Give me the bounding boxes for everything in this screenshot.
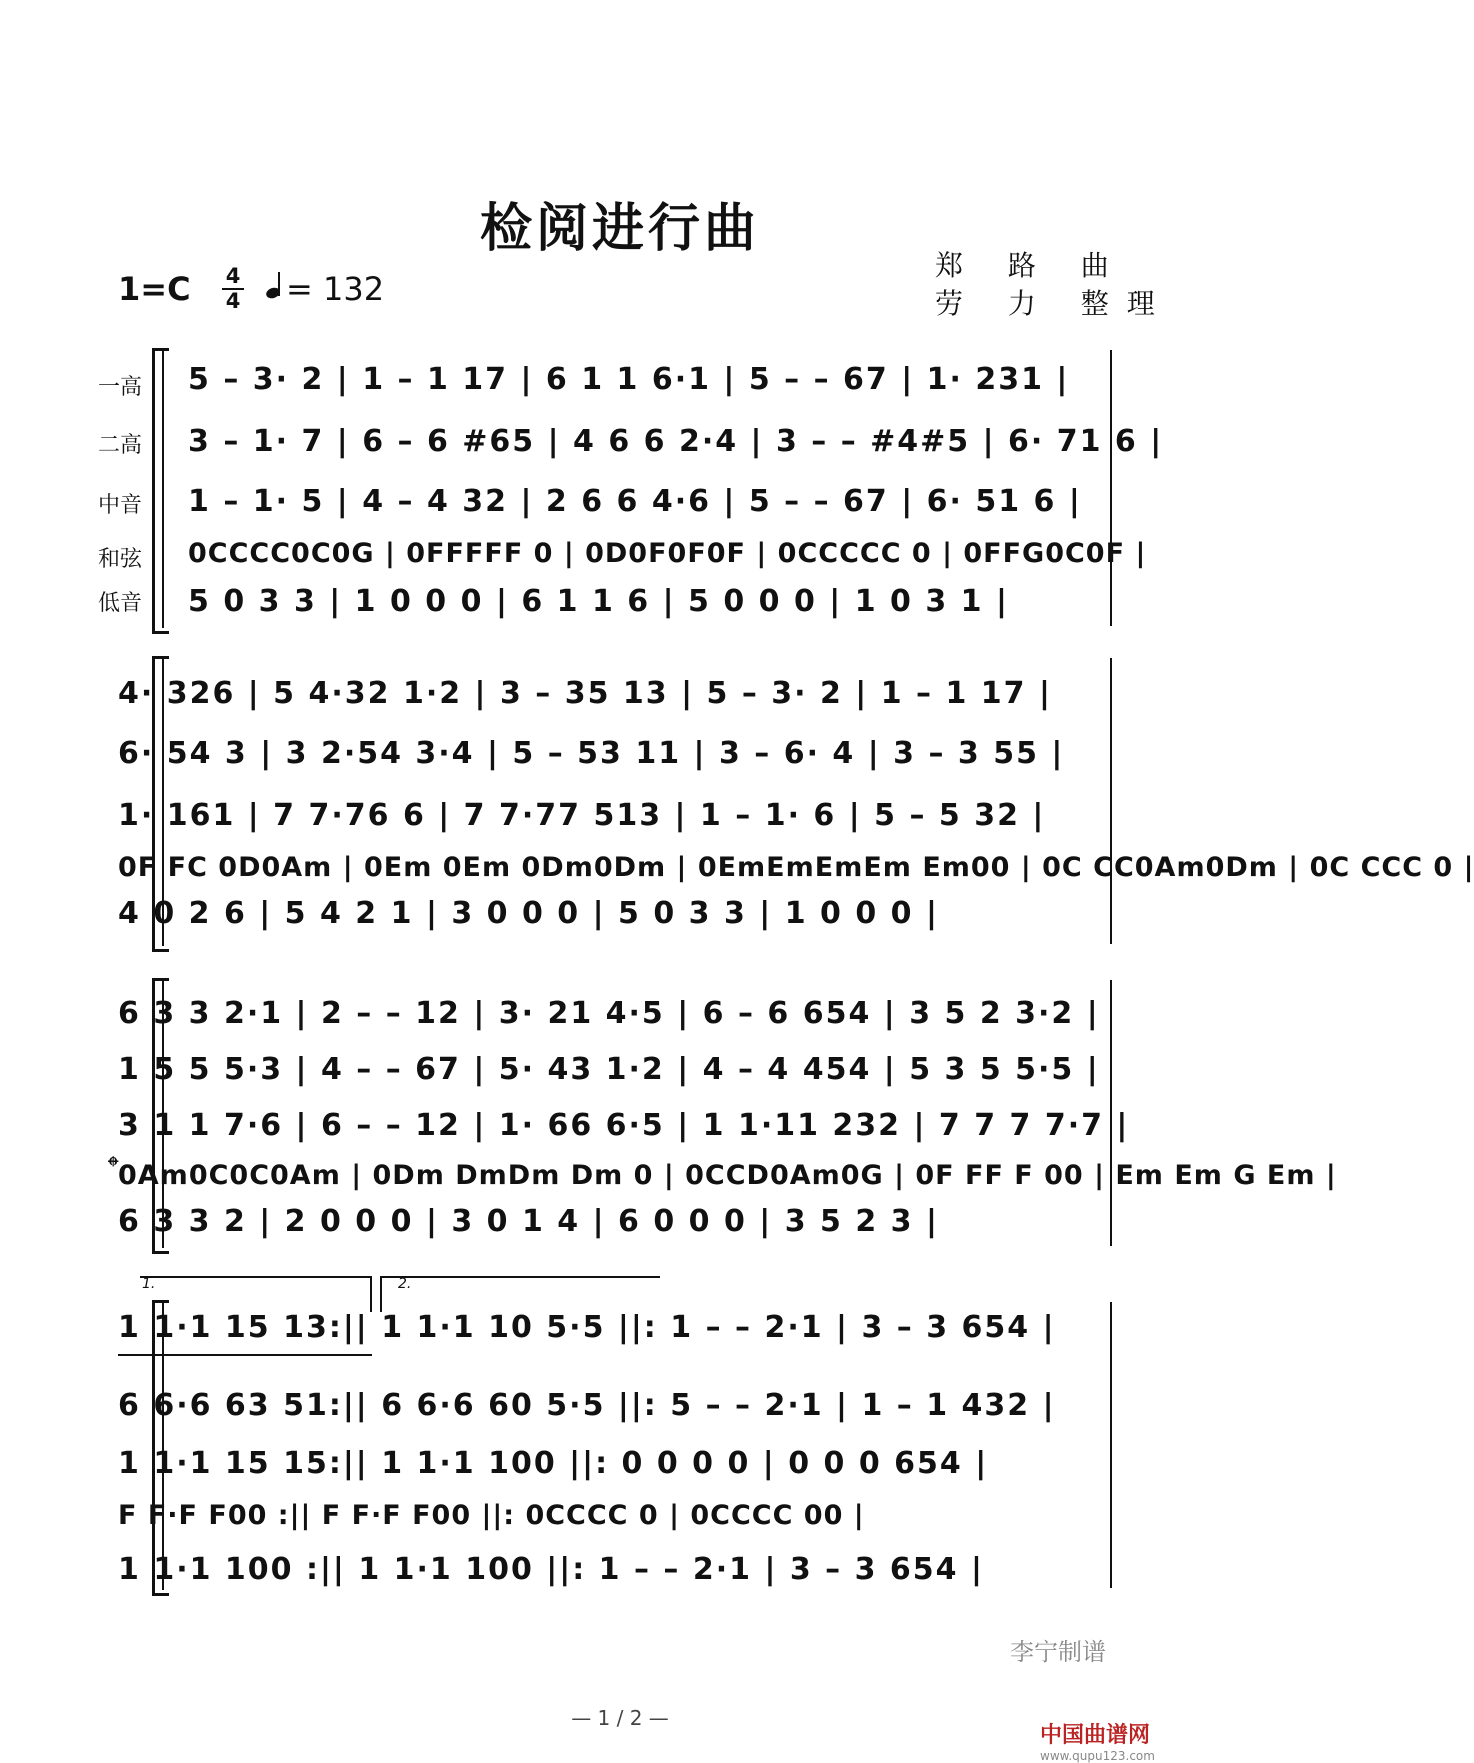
watermark-logo: 中国曲谱网 www.qupu123.com [1040,1723,1155,1763]
notation-row: 1· 161 | 7 7·76 6 | 7 7·77 513 | 1 – 1· 6 | 5 – 5 32 | [118,798,1046,833]
transcriber-credit: 李宁制谱 [1010,1638,1106,1666]
notation-row: 1 1·1 100 :|| 1 1·1 100 ||: 1 – – 2·1 | 3 – 3 654 | [118,1552,984,1587]
part-label-second-soprano: 二高 [97,433,142,458]
arranger-credit: 劳 力 整理 [935,287,1173,320]
notation-row: 6 6·6 63 51:|| 6 6·6 60 5·5 ||: 5 – – 2·1 | 1 – 1 432 | [118,1388,1056,1423]
page-number: — 1 / 2 — [571,1706,669,1730]
key-signature: 1=C [118,270,191,308]
part-label-alto: 中音 [97,493,142,518]
notation-row: 6· 54 3 | 3 2·54 3·4 | 5 – 53 11 | 3 – 6· 4 | 3 – 3 55 | [118,736,1065,771]
quarter-note-icon [264,270,286,302]
part-label-bass: 低音 [97,591,142,616]
time-signature-top: 4 [225,264,241,288]
tempo-marking: = 132 [264,270,384,308]
notation-row: 6 3 3 2·1 | 2 – – 12 | 3· 21 4·5 | 6 – 6 654 | 3 5 2 3·2 | [118,996,1100,1031]
part-label-chord: 和弦 [97,547,142,572]
volta-1-label: 1. [142,1276,156,1292]
volta-2-label: 2. [398,1276,412,1292]
composer-credit: 郑 路 曲 [935,249,1127,282]
chord-row: F F·F F00 :|| F F·F F00 ||: 0CCCC 0 | 0CCCC 00 | [118,1500,865,1531]
time-signature [222,266,244,312]
notation-row: 3 – 1· 7 | 6 – 6 #65 | 4 6 6 2·4 | 3 – – #4#5 | 6· 71 6 | [188,424,1164,459]
notation-row: 6 3 3 2 | 2 0 0 0 | 3 0 1 4 | 6 0 0 0 | 3 5 2 3 | [118,1204,939,1239]
time-signature-bottom: 4 [225,289,241,313]
notation-row: 1 5 5 5·3 | 4 – – 67 | 5· 43 1·2 | 4 – 4 454 | 5 3 5 5·5 | [118,1052,1100,1087]
notation-row: 1 1·1 15 15:|| 1 1·1 100 ||: 0 0 0 0 | 0 0 0 654 | [118,1446,989,1481]
notation-row: 3 1 1 7·6 | 6 – – 12 | 1· 66 6·5 | 1 1·11 232 | 7 7 7 7·7 | [118,1108,1130,1143]
coda-icon: 𝄌 [108,1150,119,1185]
chord-row: 0CCCC0C0G | 0FFFFF 0 | 0D0F0F0F | 0CCCCC 0 | 0FFG0C0F | [188,538,1147,569]
notation-row: 1 – 1· 5 | 4 – 4 32 | 2 6 6 4·6 | 5 – – 67 | 6· 51 6 | [188,484,1082,519]
part-label-first-soprano: 一高 [97,375,142,400]
page-title: 检阅进行曲 [479,198,760,259]
notation-row: 5 – 3· 2 | 1 – 1 17 | 6 1 1 6·1 | 5 – – 67 | 1· 231 | [188,362,1070,397]
notation-row: 5 0 3 3 | 1 0 0 0 | 6 1 1 6 | 5 0 0 0 | 1 0 3 1 | [188,584,1009,619]
notation-row: 1 1·1 15 13:|| 1 1·1 10 5·5 ||: 1 – – 2·1 | 3 – 3 654 | [118,1310,1056,1345]
chord-row: 0Am0C0C0Am | 0Dm DmDm Dm 0 | 0CCD0Am0G | 0F FF F 00 | Em Em G Em | [118,1160,1337,1191]
chord-row: 0F FC 0D0Am | 0Em 0Em 0Dm0Dm | 0EmEmEmEm Em00 | 0C CC0Am0Dm | 0C CCC 0 | [118,852,1474,883]
notation-row: 4 0 2 6 | 5 4 2 1 | 3 0 0 0 | 5 0 3 3 | 1 0 0 0 | [118,896,939,931]
notation-row: 4· 326 | 5 4·32 1·2 | 3 – 35 13 | 5 – 3· 2 | 1 – 1 17 | [118,676,1052,711]
